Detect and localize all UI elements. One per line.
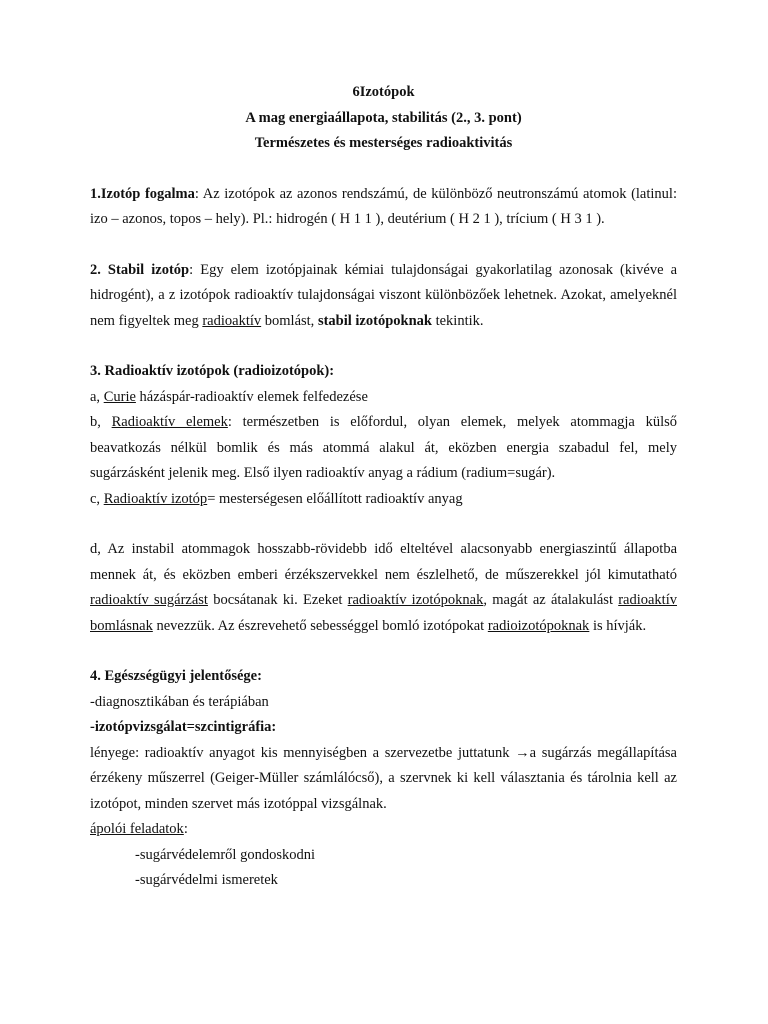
section-1-heading: 1.Izotóp fogalma xyxy=(90,185,195,202)
section-3-heading-text: 3. Radioaktív izotópok (radioizotópok): xyxy=(90,363,335,379)
task-item: -sugárvédelmi ismeretek xyxy=(135,872,278,888)
document-title: 6Izotópok xyxy=(352,84,415,100)
section-4-line-1: -diagnosztikában és terápiában xyxy=(90,693,269,710)
document-subtitle-2: Természetes és mesterséges radioaktivitás xyxy=(254,135,513,151)
section-2-text-b: bomlást, xyxy=(261,312,318,329)
section-3-item-b xyxy=(90,410,677,487)
section-2-text-a: : Egy elem izotópjainak kémiai tulajdonságai gyakorlatilag azonosak (kivéve a hidrogént), a z izotópok radioaktív tulajdonságai viszont különbözőek lehetnek. Azokat, amelyeknél nem figyeltek meg xyxy=(90,261,678,329)
section-4-line-2-text: -izotópvizsgálat=szcintigráfia: xyxy=(90,719,277,735)
item-a-prefix: a, xyxy=(90,388,104,405)
link-radioizotopoknak[interactable]: radioizotópoknak xyxy=(487,617,590,634)
section-3-item-a xyxy=(90,385,677,411)
section-2-bold: stabil izotópoknak xyxy=(317,312,432,329)
section-2-text-c: tekintik. xyxy=(431,312,484,329)
link-radioaktiv-izotop[interactable]: Radioaktív izotóp xyxy=(103,490,208,507)
tasks-colon: : xyxy=(183,821,188,837)
section-4-description: lényege: radioaktív anyagot kis mennyiségben a szervezetbe juttatunk →a sugárzás megállapítása érzékeny műszerrel (Geiger-Müller számlálócső), a szervnek ki kell választania és tárolnia kell az izotópot, minden szervet más izotóppal vizsgálnak. xyxy=(90,744,677,812)
link-apoloi-feladatok[interactable]: ápolói feladatok xyxy=(90,821,184,837)
item-c-prefix: c, xyxy=(90,490,104,507)
section-4-heading xyxy=(90,664,677,690)
section-3-item-c xyxy=(90,487,677,513)
item-d-text-4: nevezzük. Az észrevehető sebességgel bomló izotópokat xyxy=(152,617,488,634)
link-radioaktiv-elemek[interactable]: Radioaktív elemek xyxy=(111,414,228,430)
section-4-heading-text: 4. Egészségügyi jelentősége: xyxy=(90,668,262,684)
item-d-text-5: is hívják. xyxy=(589,617,647,634)
section-3-heading xyxy=(90,359,677,385)
item-c-text: = mesterségesen előállított radioaktív anyag xyxy=(207,490,463,507)
section-2-heading: 2. Stabil izotóp xyxy=(90,261,190,278)
section-1-text: : Az izotópok az azonos rendszámú, de különböző neutronszámú atomok (latinul: izo – azonos, topos – hely). Pl.: hidrogén ( H 1 1 ), deutérium ( H 2 1 ), trícium ( H 3 1 ). xyxy=(90,185,677,227)
section-3-item-d xyxy=(90,537,677,639)
section-2-paragraph xyxy=(90,258,677,335)
link-radioaktiv-izotopoknak[interactable]: radioaktív izotópoknak xyxy=(347,592,484,608)
item-d-text-1: d, Az instabil atommagok hosszabb-rövidebb idő elteltével alacsonyabb energiaszintű állapotba mennek át, és eközben emberi érzékszervekkel nem észlelhető, de műszerekkel jól kimutatható xyxy=(90,541,677,583)
task-item: -sugárvédelemről gondoskodni xyxy=(135,846,316,863)
section-4-line-2 xyxy=(90,715,677,741)
item-d-text-2: bocsátanak ki. Ezeket xyxy=(207,592,348,608)
item-d-text-3: , magát az átalakulást xyxy=(483,592,619,608)
link-radioaktiv[interactable]: radioaktív xyxy=(202,312,262,329)
document-content xyxy=(90,80,677,894)
link-curie[interactable]: Curie xyxy=(103,388,136,405)
section-4-tasks-label xyxy=(90,817,677,843)
item-b-prefix: b, xyxy=(90,414,112,430)
document-subtitle: A mag energiaállapota, stabilitás (2., 3. pont) xyxy=(245,109,522,126)
link-radioaktiv-sugarzast[interactable]: radioaktív sugárzást xyxy=(90,592,208,608)
item-a-text: házáspár-radioaktív elemek felfedezése xyxy=(135,388,368,405)
item-b-text: : természetben is előfordul, olyan elemek, melyek atommagja külső beavatkozás nélkül bomlik és más atommá alakul át, eközben energia szabadul fel, mely sugárzásként jelenik meg. Első ilyen radioaktív anyag a rádium (radium=sugár). xyxy=(90,414,678,481)
link-radioaktiv-bomlasnak[interactable]: radioaktív bomlásnak xyxy=(90,592,677,634)
section-1-paragraph xyxy=(90,182,677,233)
